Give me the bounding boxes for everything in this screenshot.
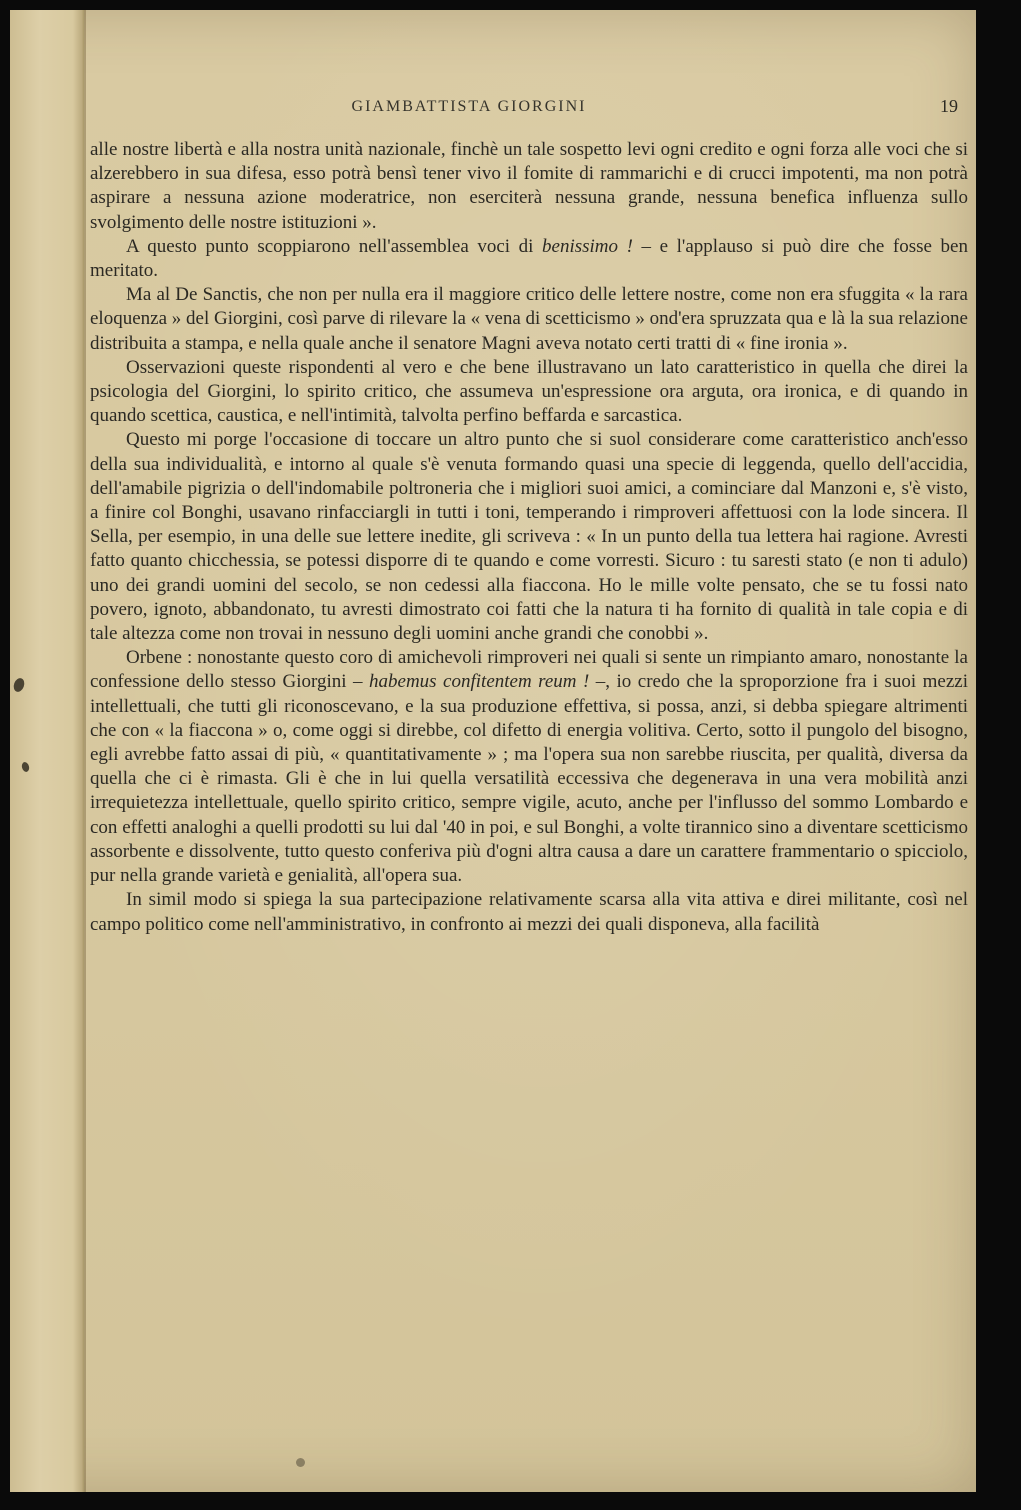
text-segment: Orbene : nonostante questo coro di amichevoli rimproveri nei quali si sente un rimpianto amaro, nonostante la confessione dello stesso Giorgini – — [90, 647, 968, 693]
book-binding-edge — [10, 10, 84, 1492]
page-header — [90, 98, 968, 132]
binding-crease-line — [84, 10, 86, 1492]
text-segment: Questo mi porge l'occasione di toccare un altro punto che si suol considerare come caratteristico anch'esso della sua individualità, e intorno al quale s'è venuta formando quasi una specie di leggenda, quello dell'accidia, dell'amabile pigrizia o dell'indomabile poltroneria che i migliori suoi amici, a cominciare dal Manzoni e, s'è visto, a finire col Bonghi, usavano rinfacciargli in tutti i toni, temperando i rimproveri affettuosi con la lode sincera. Il Sella, per esempio, in una delle sue lettere inedite, gli scriveva : « In un punto della tua lettera hai ragione. Avresti fatto quanto chicchessia, se potessi disporre di te quando e come vorresti. Sicuro : tu saresti stato (e non ti adulo) uno dei grandi uomini del secolo, se non cedessi alla fiaccona. Ho le mille volte pensato, che se tu fossi nato povero, ignoto, abbandonato, tu avresti dimostrato coi fatti che la natura ti ha fornito di qualità in tale copia e di tale altezza come non trovai in nessuno degli uomini anche grandi che conobbi ». — [90, 429, 968, 645]
italic-phrase: habemus confitentem reum ! — [369, 671, 590, 693]
paragraph — [90, 235, 968, 283]
page-paper — [10, 10, 976, 1492]
page-number: 19 — [940, 96, 958, 116]
page-content — [90, 98, 968, 937]
text-segment: –, io credo che la sproporzione fra i suoi mezzi intellettuali, che tutti gli riconoscevano, e la sua produzione effettiva, si possa, anzi, si debba spiegare altrimenti che con « la fiaccona » o, come oggi si direbbe, col difetto di energia volitiva. Certo, sotto il pungolo del bisogno, egli avrebbe fatto assai di più, « quantitativamente » ; ma l'opera sua non sarebbe riuscita, per qualità, diversa da quella che ci è rimasta. Gli è che in lui quella versatilità eccessiva che degenerava in una vera mobilità anzi irrequietezza intellettuale, quello spirito critico, sempre vigile, acuto, anche per l'influsso del sommo Lombardo e con effetti analoghi a quelli prodotti su lui dal '40 in poi, e sul Bonghi, a volte tirannico sino a diventare scetticismo assorbente e dissolvente, tutto questo conferiva più d'ogni altra causa a dare un carattere frammentario o spicciolo, pur nella grande varietà e genialità, all'opera sua. — [90, 671, 968, 887]
body-text — [90, 138, 968, 937]
paragraph — [90, 283, 968, 356]
text-segment: In simil modo si spiega la sua partecipazione relativamente scarsa alla vita attiva e direi militante, così nel campo politico come nell'amministrativo, in confronto ai mezzi dei quali disponeva, alla facilità — [90, 889, 968, 935]
paragraph — [90, 646, 968, 888]
paragraph — [90, 356, 968, 429]
text-segment: A questo punto scoppiarono nell'assemblea voci di — [126, 235, 543, 257]
text-segment: alle nostre libertà e alla nostra unità nazionale, finchè un tale sospetto levi ogni credito e ogni forza alle voci che si alzerebbero in sua difesa, esso potrà bensì tener vivo il fomite di rammarichi e di crucci impotenti, ma non potrà aspirare a nessuna azione moderatrice, non eserciterà nessuna grande, nessuna benefica influenza sullo svolgimento delle nostre istituzioni ». — [90, 139, 968, 233]
text-segment: Osservazioni queste rispondenti al vero e che bene illustravano un lato caratteristico in quella che direi la psicologia del Giorgini, lo spirito critico, che assumeva un'espressione ora arguta, ora ironica, e di quando in quando scettica, caustica, e nell'intimità, talvolta perfino beffarda e sarcastica. — [90, 356, 968, 427]
paragraph — [90, 428, 968, 646]
text-segment: – e l'applauso si può dire che fosse ben meritato. — [90, 235, 968, 282]
paragraph — [90, 138, 968, 235]
italic-phrase: benissimo ! — [542, 235, 633, 257]
paragraph — [90, 888, 968, 936]
running-title: GIAMBATTISTA GIORGINI — [351, 98, 587, 115]
ink-speck — [296, 1458, 305, 1467]
text-segment: Ma al De Sanctis, che non per nulla era il maggiore critico delle lettere nostre, come non era sfuggita « la rara eloquenza » del Giorgini, così parve di rilevare la « vena di scetticismo » ond'era spruzzata qua e là la sua relazione distribuita a stampa, e nella quale anche il senatore Magni aveva notato certi tratti di « fine ironia ». — [90, 284, 968, 354]
